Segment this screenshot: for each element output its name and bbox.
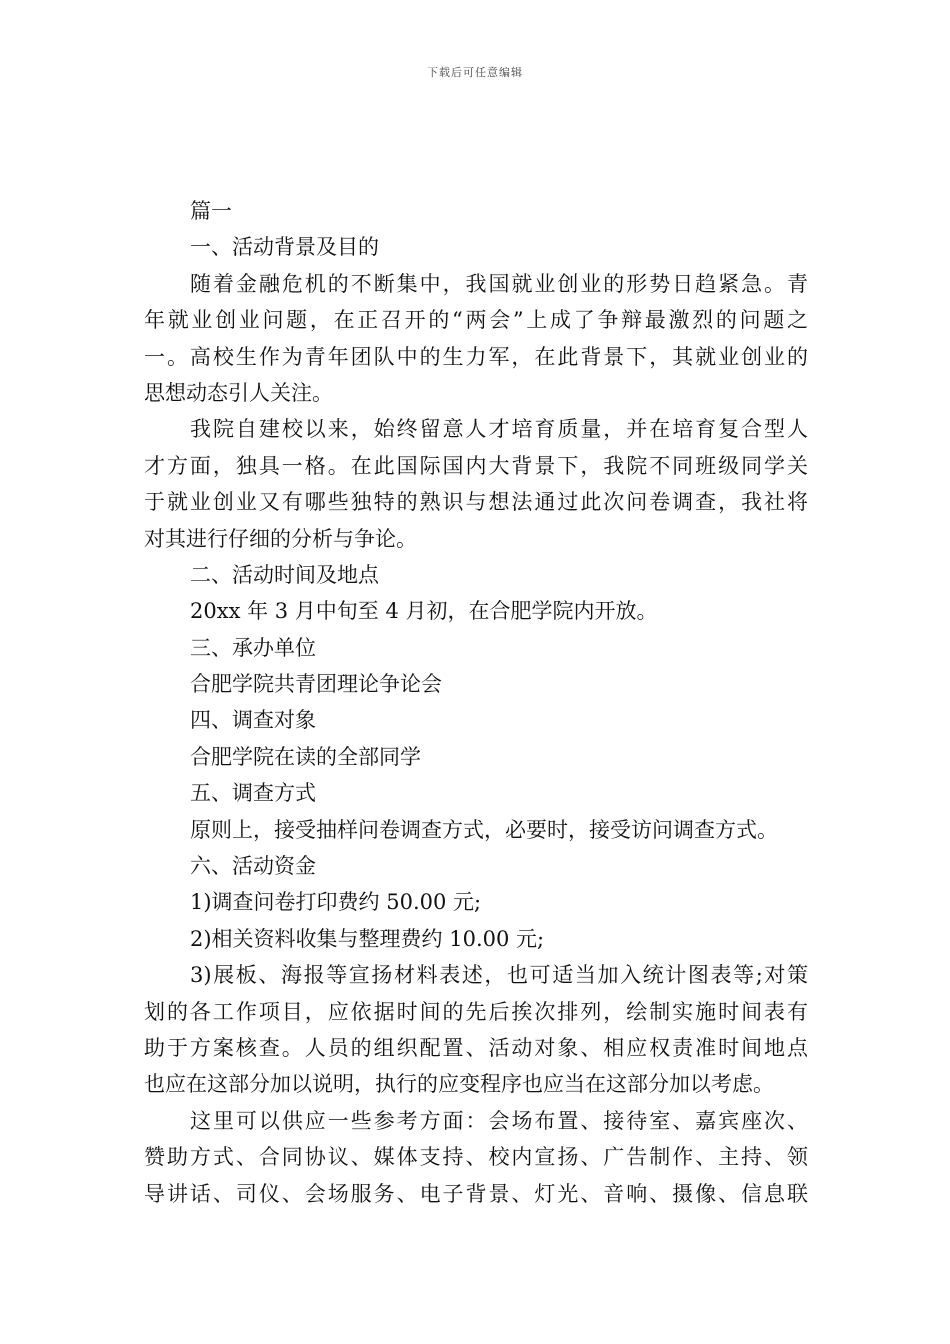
document-body [144,193,808,1212]
paragraph-line: 导讲话、司仪、会场服务、电子背景、灯光、音响、摄像、信息联 [144,1181,808,1206]
paragraph-line: 赞助方式、合同协议、媒体支持、校内宣扬、广告制作、主持、领 [144,1145,808,1170]
paragraph-line: 原则上，接受抽样问卷调查方式，必要时，接受访问调查方式。 [190,817,778,842]
paragraph-line: 合肥学院共青团理论争论会 [190,672,442,697]
section-heading-background: 一、活动背景及目的 [190,235,379,260]
section-heading-survey-target: 四、调查对象 [190,708,316,733]
paragraph-line: 20xx 年 3 月中旬至 4 月初，在合肥学院内开放。 [190,599,658,624]
paragraph-line: 才方面，独具一格。在此国际国内大背景下，我院不同班级同学关 [144,453,808,478]
paragraph-line: 对其进行仔细的分析与争论。 [144,526,417,551]
list-item: 3)展板、海报等宣扬材料表述，也可适当加入统计图表等;对策 [190,963,808,988]
paragraph-line: 年就业创业问题，在正召开的“两会”上成了争辩最激烈的问题之 [144,308,808,333]
section-heading-funding: 六、活动资金 [190,854,316,879]
page-header-note: 下载后可任意编辑 [427,66,523,79]
paragraph-line: 我院自建校以来，始终留意人才培育质量，并在培育复合型人 [190,417,808,442]
paragraph-line: 合肥学院在读的全部同学 [190,744,421,769]
section-title-part-one: 篇一 [190,199,232,223]
paragraph-line: 也应在这部分加以说明，执行的应变程序也应当在这部分加以考虑。 [144,1072,774,1097]
paragraph-line: 一。高校生作为青年团队中的生力军，在此背景下，其就业创业的 [144,344,808,369]
paragraph-line: 随着金融危机的不断集中，我国就业创业的形势日趋紧急。青 [190,271,808,296]
section-heading-survey-method: 五、调查方式 [190,781,316,806]
paragraph-line: 划的各工作项目，应依据时间的先后挨次排列，绘制实施时间表有 [144,999,808,1024]
paragraph-line: 这里可以供应一些参考方面：会场布置、接待室、嘉宾座次、 [190,1108,808,1133]
paragraph-line: 于就业创业又有哪些独特的熟识与想法通过此次问卷调查，我社将 [144,490,808,515]
paragraph-line: 助于方案核查。人员的组织配置、活动对象、相应权责准时间地点 [144,1035,808,1060]
section-heading-organizer: 三、承办单位 [190,635,316,660]
list-item: 1)调查问卷打印费约 50.00 元; [190,890,482,915]
section-heading-time-place: 二、活动时间及地点 [190,562,379,587]
paragraph-line: 思想动态引人关注。 [144,380,333,405]
list-item: 2)相关资料收集与整理费约 10.00 元; [190,926,545,951]
